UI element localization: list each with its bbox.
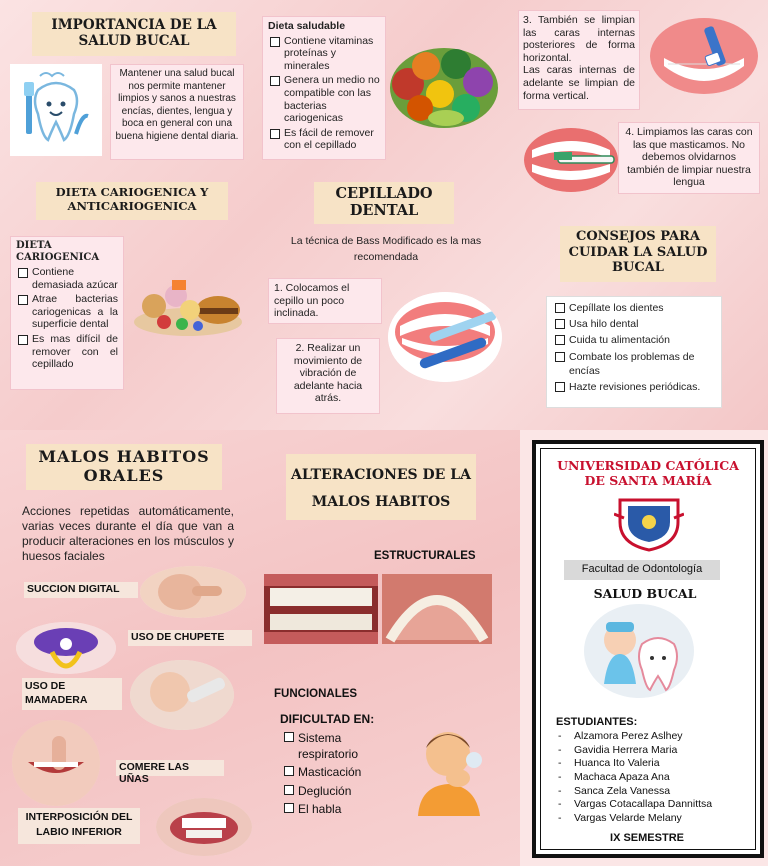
pacifier-image (16, 622, 116, 674)
list-item: Usa hilo dental (553, 317, 715, 331)
consejos-box (546, 296, 722, 408)
university-name: UNIVERSIDAD CATÓLICA DE SANTA MARÍA (557, 458, 739, 488)
label-uso-chupete: USO DE CHUPETE (128, 630, 252, 646)
step3b-text: Las caras internas de adelante se limpian de forma vertical. (523, 64, 635, 102)
dieta-saludable-box (262, 16, 386, 160)
list-item: - Vargas Velarde Melany (558, 811, 682, 824)
list-item: - Sanca Zela Vanessa (558, 784, 671, 797)
cepillado-step2: 2. Realizar un movimiento de vibración de adelante hacia atrás. (276, 338, 380, 414)
dieta-cario-box-title: DIETA CARIOGENICA (16, 240, 100, 263)
open-bite-image (264, 574, 378, 644)
faculty-label: Facultad de Odontología (564, 560, 720, 580)
list-item: Hazte revisiones periódicas. (553, 380, 715, 394)
sweets-image (132, 266, 244, 338)
funcionales-label: FUNCIONALES (274, 688, 358, 700)
list-item: Atrae bacterias cariogenicas a la superficie dental (16, 293, 118, 331)
list-item: Contiene demasiada azúcar (16, 266, 118, 291)
importancia-title: IMPORTANCIA DE LA SALUD BUCAL (32, 12, 236, 56)
semester-label: IX SEMESTRE (610, 832, 684, 844)
estructurales-label: ESTRUCTURALES (374, 550, 476, 562)
label-comer-unas: COMERE LAS UÑAS (116, 760, 224, 776)
cepillado-step1: 1. Colocamos el cepillo un poco inclinada. (268, 278, 382, 324)
label-interposicion-labio: INTERPOSICIÓN DEL LABIO INFERIOR (18, 808, 140, 844)
university-seal-icon (614, 494, 684, 552)
list-item: - Vargas Cotacallapa Dannittsa (558, 798, 713, 811)
list-item: Sistema respiratorio (282, 730, 392, 762)
list-item: Es mas difícil de remover con el cepillado (16, 333, 118, 371)
label-uso-mamadera: USO DE MAMADERA (22, 678, 122, 710)
list-item: Es fácil de remover con el cepillado (268, 127, 380, 152)
baby-bottle-image (130, 660, 234, 730)
cover-illustration (584, 604, 694, 698)
cepillado-title: CEPILLADO DENTAL (314, 182, 454, 224)
cepillado-step3 (518, 10, 640, 110)
dificultad-label: DIFICULTAD EN: (280, 712, 375, 726)
dieta-cario-box (10, 236, 124, 390)
palate-image (382, 574, 492, 644)
brushing-inner-image (650, 18, 758, 94)
dieta-saludable-list (268, 35, 380, 152)
importancia-text: Mantener una salud bucal nos permite mantener limpios y sanos a nuestras encías, dientes, lengua y boca en general con una buena higiene dental diaria. (110, 64, 244, 160)
malos-habitos-text: Acciones repetidas automáticamente, varias veces durante el día que van a producir alteraciones en los músculos y huesos faciales (22, 504, 234, 563)
consejos-list (553, 301, 715, 394)
list-item: Deglución (282, 783, 392, 799)
list-item: El habla (282, 801, 392, 817)
healthy-food-image (386, 38, 502, 134)
list-item: Contiene vitaminas proteínas y minerales (268, 35, 380, 73)
thumb-sucking-image (140, 566, 246, 618)
cepillado-subtitle: La técnica de Bass Modificado es la mas recomendada (290, 235, 482, 263)
tooth-brush-illustration (10, 64, 102, 156)
dieta-cario-list (16, 266, 118, 371)
malos-habitos-title: MALOS HABITOS ORALES (26, 444, 222, 490)
brushing-bass-image (388, 292, 502, 382)
label-succion-digital: SUCCION DIGITAL (24, 582, 138, 598)
lip-interposition-image (156, 798, 252, 856)
dieta-cario-title: DIETA CARIOGENICA Y ANTICARIOGENICA (36, 182, 228, 220)
list-item: Cepíllate los dientes (553, 301, 715, 315)
nail-biting-image (12, 720, 100, 806)
list-item: Genera un medio no compatible con las bacterias cariogenicas (268, 74, 380, 124)
cover-title: SALUD BUCAL (593, 586, 697, 601)
list-item: - Huanca Ito Valeria (558, 757, 660, 770)
list-item: - Alzamora Perez Aslhey (558, 730, 683, 742)
coughing-person-image (412, 724, 486, 816)
list-item: - Gavidia Herrera Maria (558, 743, 678, 756)
list-item: - Machaca Apaza Ana (558, 770, 670, 783)
list-item: Masticación (282, 764, 392, 780)
dieta-saludable-title: Dieta saludable (268, 20, 346, 32)
alteraciones-title: ALTERACIONES DE LA MALOS HABITOS (286, 454, 476, 520)
cepillado-step4: 4. Limpiamos las caras con las que masticamos. No debemos olvidarnos también de limpiar nuestra lengua (618, 122, 760, 194)
funcionales-list (282, 730, 392, 820)
brushing-chewing-image (524, 128, 618, 192)
students-list (558, 730, 754, 826)
step3-text: 3. También se limpian las caras internas posteriores de forma horizontal. (523, 14, 635, 64)
students-label: ESTUDIANTES: (556, 716, 638, 728)
list-item: Cuida tu alimentación (553, 333, 715, 347)
consejos-title: CONSEJOS PARA CUIDAR LA SALUD BUCAL (560, 226, 716, 282)
list-item: Combate los problemas de encías (553, 350, 715, 378)
